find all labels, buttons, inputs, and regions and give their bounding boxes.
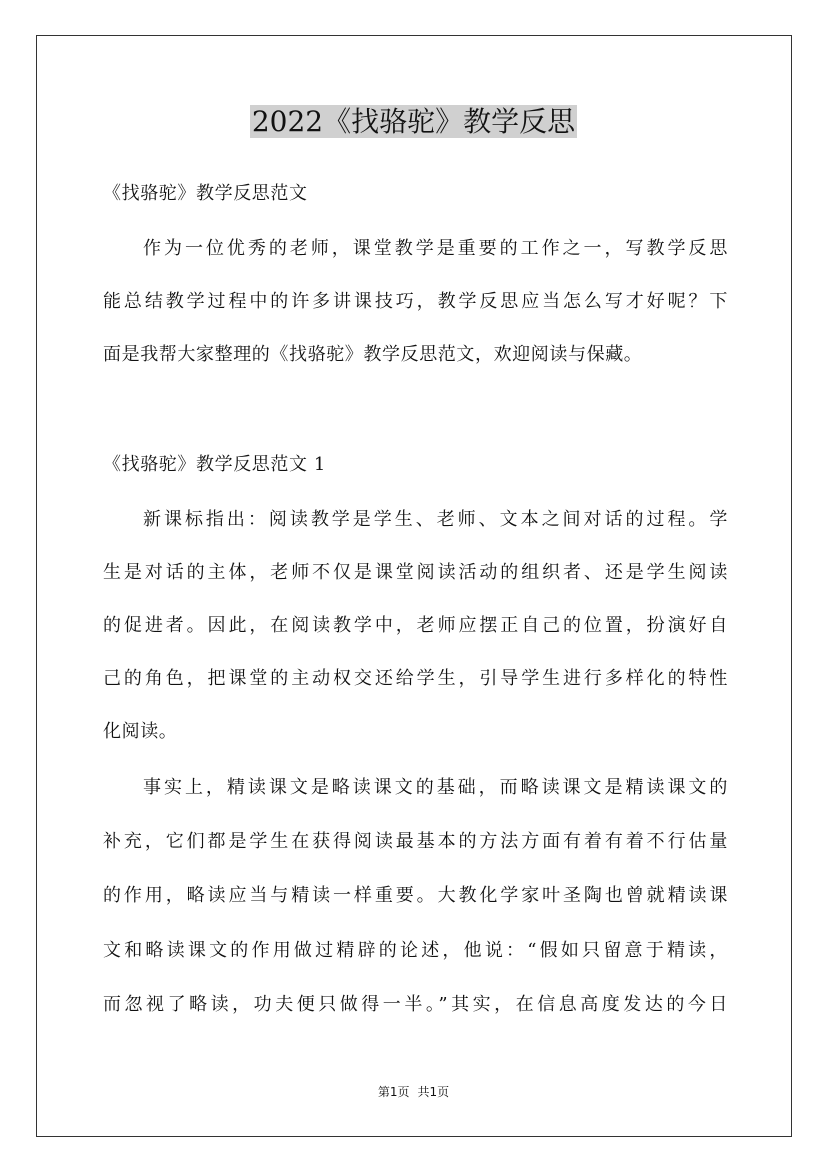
subtitle: 《找骆驼》教学反思范文 [103, 183, 308, 204]
intro-line-3: 面是我帮大家整理的《找骆驼》教学反思范文，欢迎阅读与保藏。 [103, 344, 643, 365]
paragraph2-line-5: 而忽视了略读，功夫便只做得一半。”其实，在信息高度发达的今日 [103, 994, 728, 1015]
paragraph2-line-4: 文和略读课文的作用做过精辟的论述，他说：“假如只留意于精读， [103, 940, 728, 961]
document-title: 2022《找骆驼》教学反思 [251, 105, 576, 138]
paragraph1-line-2: 生是对话的主体，老师不仅是课堂阅读活动的组织者、还是学生阅读 [103, 562, 728, 583]
paragraph2-line-3: 的作用，略读应当与精读一样重要。大教化学家叶圣陶也曾就精读课 [103, 885, 728, 906]
paragraph1-line-4: 己的角色，把课堂的主动权交还给学生，引导学生进行多样化的特性 [103, 668, 728, 689]
intro-line-1: 作为一位优秀的老师，课堂教学是重要的工作之一，写教学反思 [143, 238, 728, 259]
paragraph1-line-1: 新课标指出：阅读教学是学生、老师、文本之间对话的过程。学 [143, 509, 728, 530]
page-number: 第1页 [377, 1085, 410, 1099]
section-heading: 《找骆驼》教学反思范文 1 [103, 454, 326, 475]
paragraph2-line-2: 补充，它们都是学生在获得阅读最基本的方法方面有着有着不行估量 [103, 831, 728, 852]
page-total: 共1页 [417, 1085, 450, 1099]
intro-line-2: 能总结教学过程中的许多讲课技巧，教学反思应当怎么写才好呢？下 [103, 291, 728, 312]
document-title-container [0, 102, 827, 142]
paragraph1-line-5: 化阅读。 [103, 721, 178, 742]
page-footer [0, 1083, 827, 1100]
paragraph1-line-3: 的促进者。因此，在阅读教学中，老师应摆正自己的位置，扮演好自 [103, 615, 728, 636]
paragraph2-line-1: 事实上，精读课文是略读课文的基础，而略读课文是精读课文的 [143, 777, 728, 798]
